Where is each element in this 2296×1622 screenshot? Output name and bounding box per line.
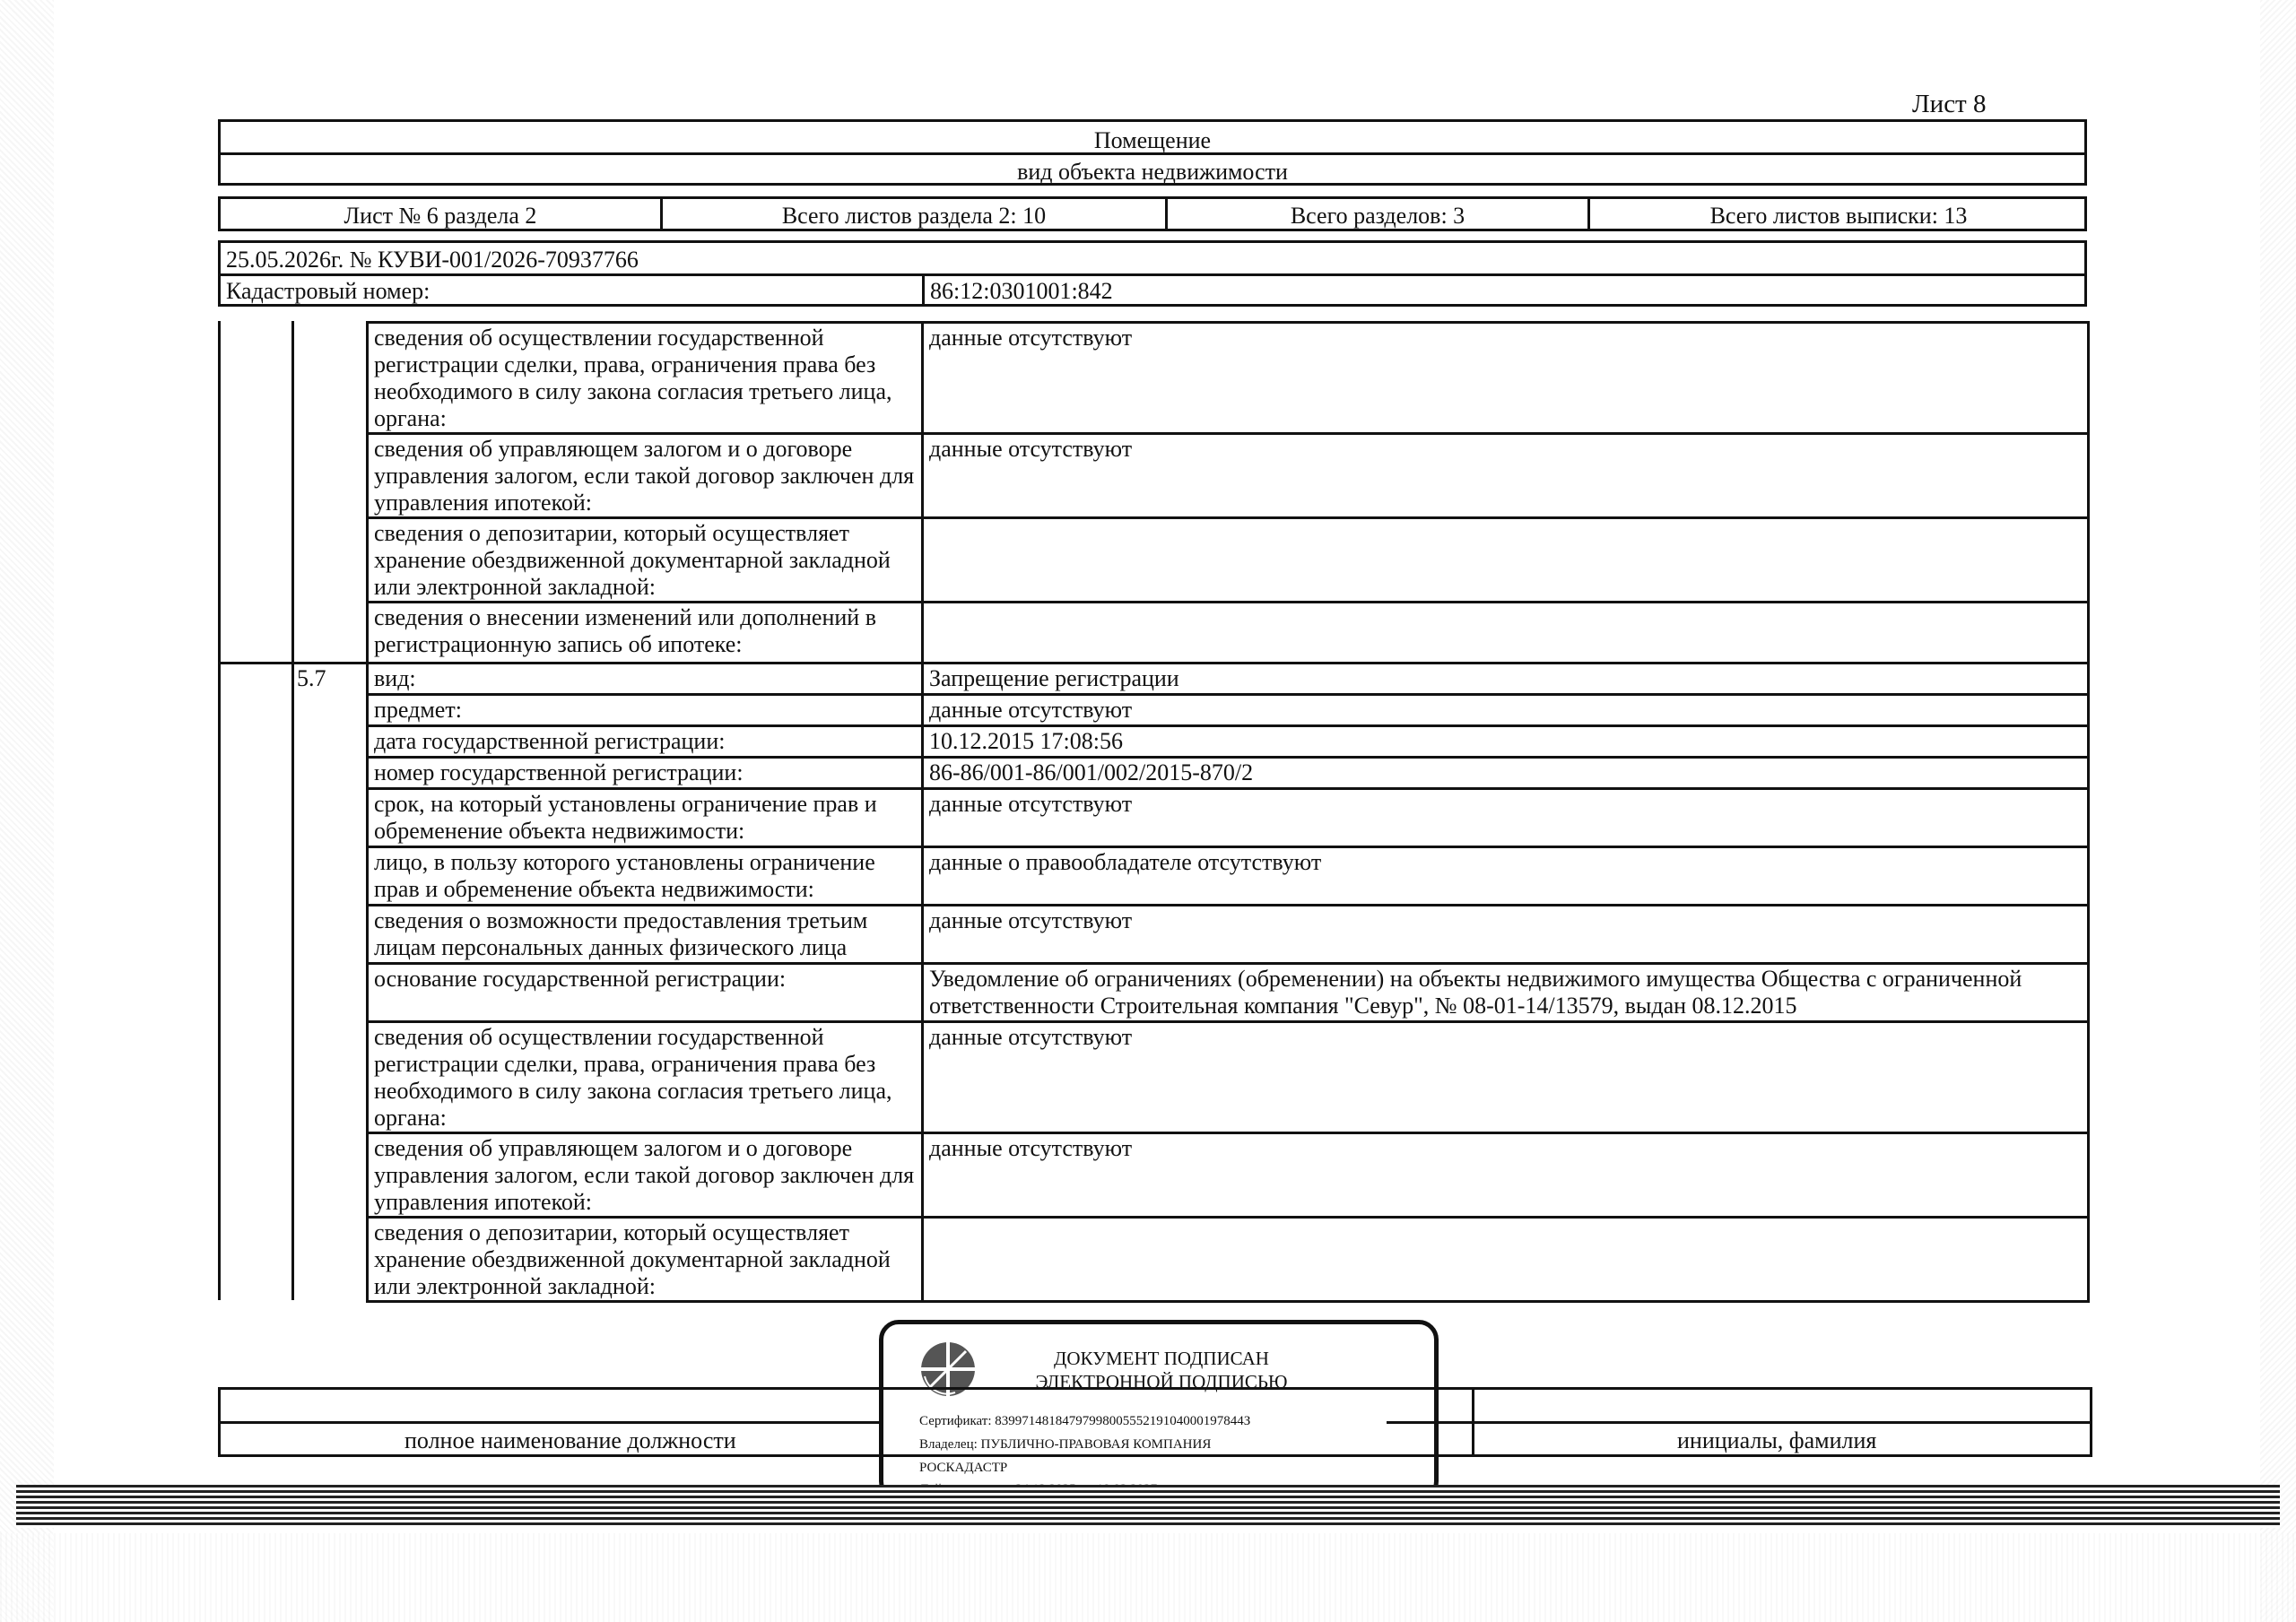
row-label: дата государственной регистрации: [374, 728, 726, 754]
row-number [291, 518, 366, 522]
row-value: Уведомление об ограничениях (обременении) на объекты недвижимого имущества Общества с ограниченной ответственности Строительная компания "Севур", № 08-01-14/13579, выдан 08.12.2015 [929, 966, 2022, 1019]
total-extract-sheets: Всего листов выписки: 13 [1709, 203, 1968, 229]
row-number [291, 726, 366, 730]
right-border [2087, 321, 2090, 1303]
row-number [291, 964, 366, 967]
row-value: данные отсутствуют [929, 1135, 1133, 1161]
row-number [291, 758, 366, 761]
row-label: сведения об управляющем залогом и о договоре управления залогом, если такой договор заключен для управления ипотекой: [374, 436, 915, 516]
row-value: данные отсутствуют [929, 436, 1133, 462]
row-value [924, 603, 2084, 606]
row-number [291, 323, 366, 326]
object-type: Помещение [1093, 127, 1212, 153]
row-label: сведения о внесении изменений или дополнений в регистрационную запись об ипотеке: [374, 604, 876, 657]
divider [1472, 1390, 1474, 1454]
row-number [291, 695, 366, 698]
row-number [291, 434, 366, 438]
row-label: сведения о депозитарии, который осуществляет хранение обездвиженной документарной закладной или электронной закладной: [374, 1219, 891, 1299]
row-number [291, 1022, 366, 1026]
row-label: лицо, в пользу которого установлены ограничение прав и обременение объекта недвижимости: [374, 849, 875, 902]
row-label: сведения об осуществлении государственной регистрации сделки, права, ограничения права без необходимого в силу закона согласия третьего лица, органа: [374, 1024, 892, 1131]
number-column-border [291, 321, 294, 1300]
row-number [291, 847, 366, 851]
total-section-sheets: Всего листов раздела 2: 10 [781, 203, 1047, 229]
left-border [218, 321, 221, 1300]
label-column-border [366, 321, 369, 1303]
scan-noise-right [2260, 0, 2296, 1622]
initials-caption: инициалы, фамилия [1677, 1427, 1877, 1453]
divider [221, 152, 2084, 155]
stamp-owner: Владелец: ПУБЛИЧНО-ПРАВОВАЯ КОМПАНИЯ [919, 1437, 1212, 1452]
stamp-title-1: ДОКУМЕНТ ПОДПИСАН [1054, 1348, 1269, 1369]
stamp-owner-name: РОСКАДАСТР [919, 1461, 1008, 1475]
row-number: 5.7 [297, 665, 326, 691]
stamp-title-2: ЭЛЕКТРОННОЙ ПОДПИСЬЮ [1035, 1371, 1288, 1392]
row-label: номер государственной регистрации: [374, 759, 744, 785]
row-value: данные отсутствуют [929, 697, 1133, 723]
object-type-caption: вид объекта недвижимости [1017, 159, 1288, 185]
row-value: данные отсутствуют [929, 325, 1133, 351]
row-label: сведения о депозитарии, который осуществляет хранение обездвиженной документарной закладной или электронной закладной: [374, 520, 891, 600]
row-value: данные отсутствуют [929, 1024, 1133, 1050]
row-number [291, 789, 366, 793]
row-label: предмет: [374, 697, 462, 723]
row-number [291, 906, 366, 909]
row-value [924, 1218, 2084, 1221]
row-value: данные отсутствуют [929, 907, 1133, 933]
divider [221, 1421, 881, 1424]
divider [1387, 1421, 2090, 1424]
row-number [291, 1218, 366, 1221]
row-label: сведения об осуществлении государственной регистрации сделки, права, ограничения права без необходимого в силу закона согласия третьего лица, органа: [374, 325, 892, 431]
row-value: Запрещение регистрации [929, 665, 1179, 691]
cadastral-number: 86:12:0301001:842 [930, 278, 1113, 304]
row-label: вид: [374, 665, 416, 691]
row-value: данные отсутствуют [929, 791, 1133, 817]
row-label: сведения о возможности предоставления третьим лицам персональных данных физического лица [374, 907, 868, 960]
scan-noise-left [0, 0, 54, 1622]
row-number [291, 603, 366, 606]
total-sections: Всего разделов: 3 [1290, 203, 1465, 229]
sheet-counters-row [218, 196, 2087, 231]
row-value: данные о правообладателе отсутствуют [929, 849, 1322, 875]
row-value: 86-86/001-86/001/002/2015-870/2 [929, 759, 1254, 785]
scan-noise-bottom [0, 1533, 2296, 1622]
sheet-section: Лист № 6 раздела 2 [344, 203, 537, 229]
stamp-certificate: Сертификат: 8399714818479799800555219104000197844З [919, 1414, 1251, 1428]
row-divider [366, 1300, 2090, 1303]
scan-border-band [16, 1485, 2280, 1528]
cadastral-label: Кадастровый номер: [226, 278, 430, 304]
row-label: сведения об управляющем залогом и о договоре управления залогом, если такой договор заключен для управления ипотекой: [374, 1135, 915, 1215]
value-column-border [921, 321, 924, 1303]
row-value [924, 518, 2084, 522]
row-label: основание государственной регистрации: [374, 966, 787, 992]
extract-date-number: 25.05.2026г. № КУВИ-001/2026-70937766 [226, 247, 639, 273]
row-number [291, 1133, 366, 1137]
row-value: 10.12.2015 17:08:56 [929, 728, 1123, 754]
signature-box [218, 1387, 2092, 1457]
extract-info-box [218, 240, 2087, 307]
object-type-box [218, 119, 2087, 186]
sheet-number: Лист 8 [1912, 90, 1987, 118]
row-label: срок, на который установлены ограничение прав и обременение объекта недвижимости: [374, 791, 877, 844]
position-caption: полное наименование должности [404, 1427, 736, 1453]
